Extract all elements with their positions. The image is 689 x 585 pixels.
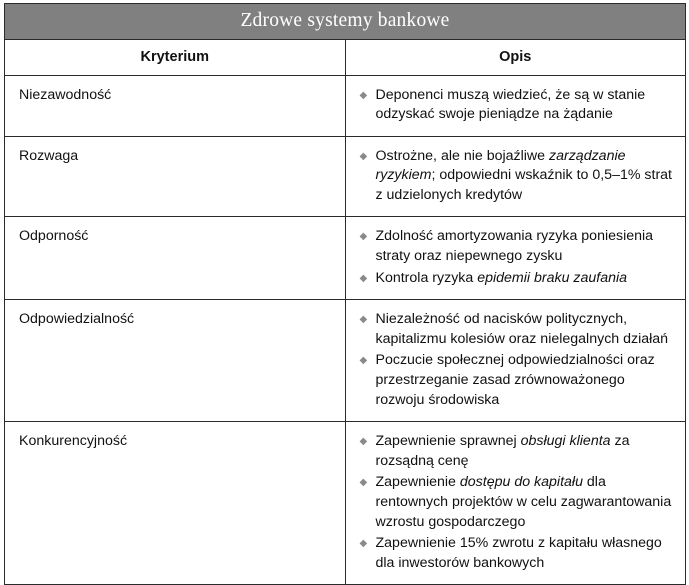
bullet-text: Poczucie społecznej odpowiedzialności oraz przestrzeganie zasad zrównoważonego rozwoju środowiska <box>375 352 655 408</box>
table-row <box>5 422 686 585</box>
bullet-item <box>360 351 676 410</box>
table-row <box>5 300 686 422</box>
bullet-list <box>360 227 676 288</box>
criterion-cell: Niezawodność <box>5 75 346 136</box>
emphasis-text: dostępu do kapitału <box>459 474 583 491</box>
bullet-text: dla rentownych projektów w celu zagwarantowania wzrostu gospodarczego <box>375 474 672 530</box>
bullet-text: Zapewnienie <box>375 474 460 491</box>
bullet-diamond-icon: ◆ <box>359 89 368 101</box>
bullet-diamond-icon: ◆ <box>359 150 368 162</box>
column-header-criterion: Kryterium <box>5 39 346 75</box>
description-cell <box>345 136 686 217</box>
bullet-text: ; odpowiedni wskaźnik to 0,5–1% strat z udzielonych kredytów <box>375 167 672 203</box>
description-cell <box>345 217 686 300</box>
bullet-text: Zapewnienie 15% zwrotu z kapitału własnego dla inwestorów bankowych <box>375 535 662 571</box>
bullet-list <box>360 86 676 125</box>
bullet-item <box>360 86 676 125</box>
criterion-cell: Rozwaga <box>5 136 346 217</box>
bullet-item <box>360 269 676 289</box>
bullet-text: Zdolność amortyzowania ryzyka poniesienia straty oraz niepewnego zysku <box>375 228 654 265</box>
bullet-diamond-icon: ◆ <box>359 538 368 550</box>
bullet-text: za rozsądną cenę <box>375 433 630 469</box>
bullet-item <box>360 227 676 266</box>
table-body <box>5 75 686 585</box>
table-title-row <box>5 4 686 40</box>
table-row <box>5 75 686 136</box>
bullet-list <box>360 147 676 206</box>
column-header-description: Opis <box>345 39 686 75</box>
description-cell <box>345 422 686 585</box>
bullet-text: Zapewnienie sprawnej <box>375 433 521 450</box>
bullet-item <box>360 432 676 471</box>
bullet-text: Niezależność od nacisków politycznych, kapitalizmu kolesiów oraz nielegalnych działań <box>375 311 669 347</box>
emphasis-text: zarządzanie ryzykiem <box>375 147 626 184</box>
bullet-diamond-icon: ◆ <box>359 355 368 367</box>
criterion-cell: Konkurencyjność <box>5 422 346 585</box>
table-row <box>5 217 686 300</box>
bullet-item <box>360 534 676 573</box>
banking-systems-table <box>4 3 686 585</box>
bullet-text: Kontrola ryzyka <box>375 269 478 286</box>
bullet-diamond-icon: ◆ <box>359 436 368 448</box>
description-cell <box>345 75 686 136</box>
criterion-cell: Odporność <box>5 217 346 300</box>
bullet-diamond-icon: ◆ <box>359 477 368 489</box>
bullet-item <box>360 310 676 349</box>
bullet-text: Ostrożne, ale nie bojaźliwe <box>375 147 549 164</box>
table-row <box>5 136 686 217</box>
table-title-cell <box>5 4 686 40</box>
table-title: Zdrowe systemy bankowe <box>240 10 450 31</box>
bullet-list <box>360 310 676 410</box>
bullet-diamond-icon: ◆ <box>359 272 368 284</box>
bullet-text: Deponenci muszą wiedzieć, że są w stanie odzyskać swoje pieniądze na żądanie <box>375 86 646 123</box>
criterion-cell: Odpowiedzialność <box>5 300 346 422</box>
table-header-row <box>5 39 686 75</box>
emphasis-text: obsługi klienta <box>520 433 611 450</box>
emphasis-text: epidemii braku zaufania <box>477 269 628 286</box>
bullet-item <box>360 147 676 206</box>
description-cell <box>345 300 686 422</box>
bullet-diamond-icon: ◆ <box>359 231 368 243</box>
bullet-diamond-icon: ◆ <box>359 314 368 326</box>
